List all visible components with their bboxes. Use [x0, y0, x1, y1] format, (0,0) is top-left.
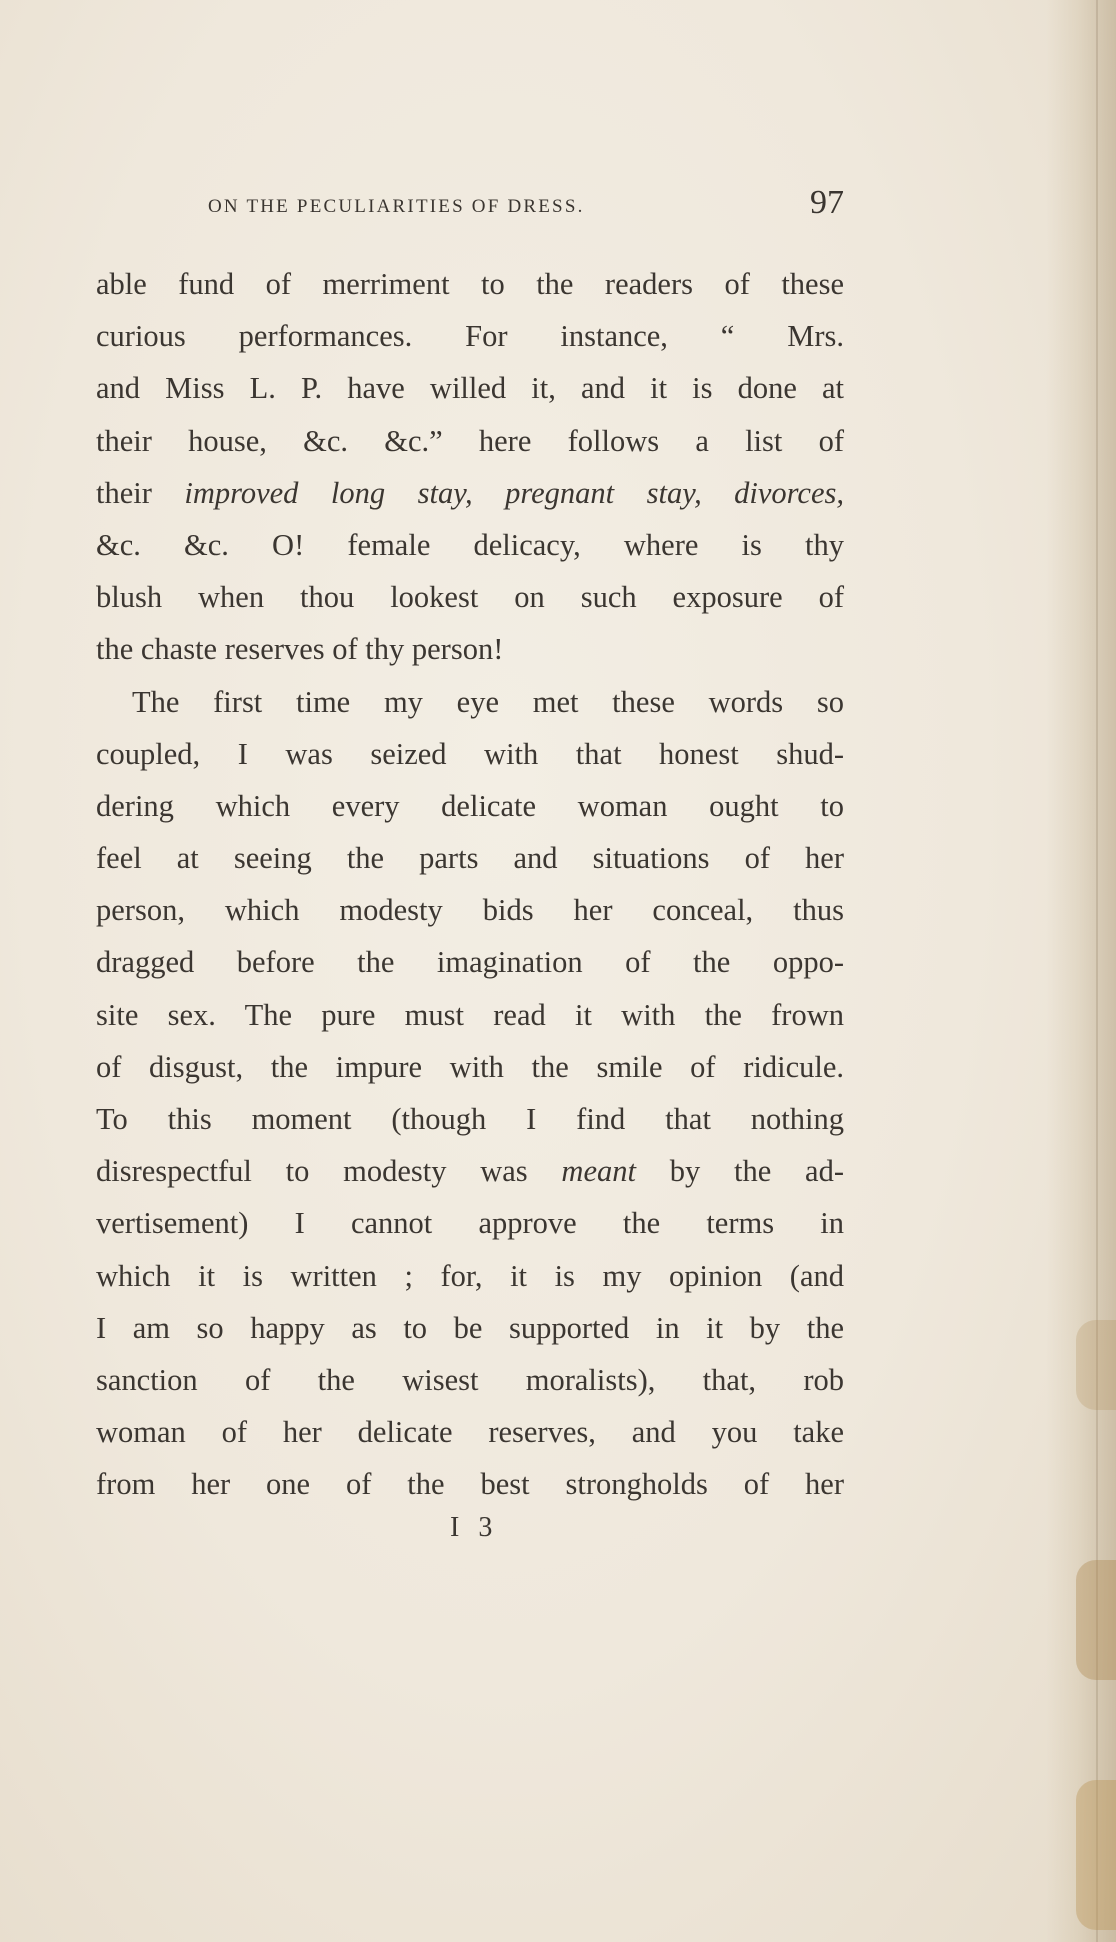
- text-line: their house, &c. &c.” here follows a list of: [96, 423, 844, 458]
- page-stain: [1076, 1780, 1116, 1930]
- page-stain: [1076, 1560, 1116, 1680]
- page-header: [96, 184, 844, 230]
- paragraph-start-line: The first time my eye met these words so: [132, 684, 844, 719]
- text-line: sanction of the wisest moralists), that, rob: [96, 1362, 844, 1397]
- text-line: dering which every delicate woman ought to: [96, 788, 844, 823]
- text-line: site sex. The pure must read it with the frown: [96, 997, 844, 1032]
- text-line: vertisement) I cannot approve the terms in: [96, 1206, 844, 1241]
- text-line: To this moment (though I find that nothing: [96, 1102, 844, 1136]
- body-text: [96, 258, 844, 1511]
- text-line: able fund of merriment to the readers of these: [96, 267, 844, 301]
- page-stain: [1076, 1320, 1116, 1410]
- paragraph-end-line: the chaste reserves of thy person!: [96, 632, 504, 667]
- text-line: and Miss L. P. have willed it, and it is done at: [96, 371, 844, 406]
- text-line: [96, 1145, 844, 1197]
- text-line: blush when thou lookest on such exposure of: [96, 580, 844, 615]
- text-fragment: disrespectful to modesty was: [96, 1154, 562, 1189]
- text-line: curious performances. For instance, “ Mrs.: [96, 319, 844, 354]
- text-line: which it is written ; for, it is my opinion (and: [96, 1258, 844, 1293]
- text-line: [96, 467, 844, 519]
- text-line: feel at seeing the parts and situations of her: [96, 841, 844, 876]
- text-line: person, which modesty bids her conceal, thus: [96, 893, 844, 928]
- signature-mark: I 3: [450, 1512, 499, 1543]
- running-head: ON THE PECULIARITIES OF DRESS.: [208, 196, 585, 217]
- text-line: coupled, I was seized with that honest shud-: [96, 736, 844, 771]
- text-line: &c. &c. O! female delicacy, where is thy: [96, 527, 844, 562]
- text-line: dragged before the imagination of the oppo-: [96, 945, 844, 980]
- text-fragment: their: [96, 475, 185, 510]
- text-fragment: by the ad-: [635, 1154, 844, 1189]
- text-line: woman of her delicate reserves, and you take: [96, 1415, 844, 1450]
- italic-text: improved long stay, pregnant stay, divorces,: [184, 475, 844, 510]
- italic-text: meant: [561, 1154, 636, 1189]
- page-number: 97: [810, 184, 844, 221]
- text-line: I am so happy as to be supported in it by the: [96, 1310, 844, 1345]
- text-line: from her one of the best strongholds of her: [96, 1467, 844, 1502]
- text-line: of disgust, the impure with the smile of ridicule.: [96, 1049, 844, 1084]
